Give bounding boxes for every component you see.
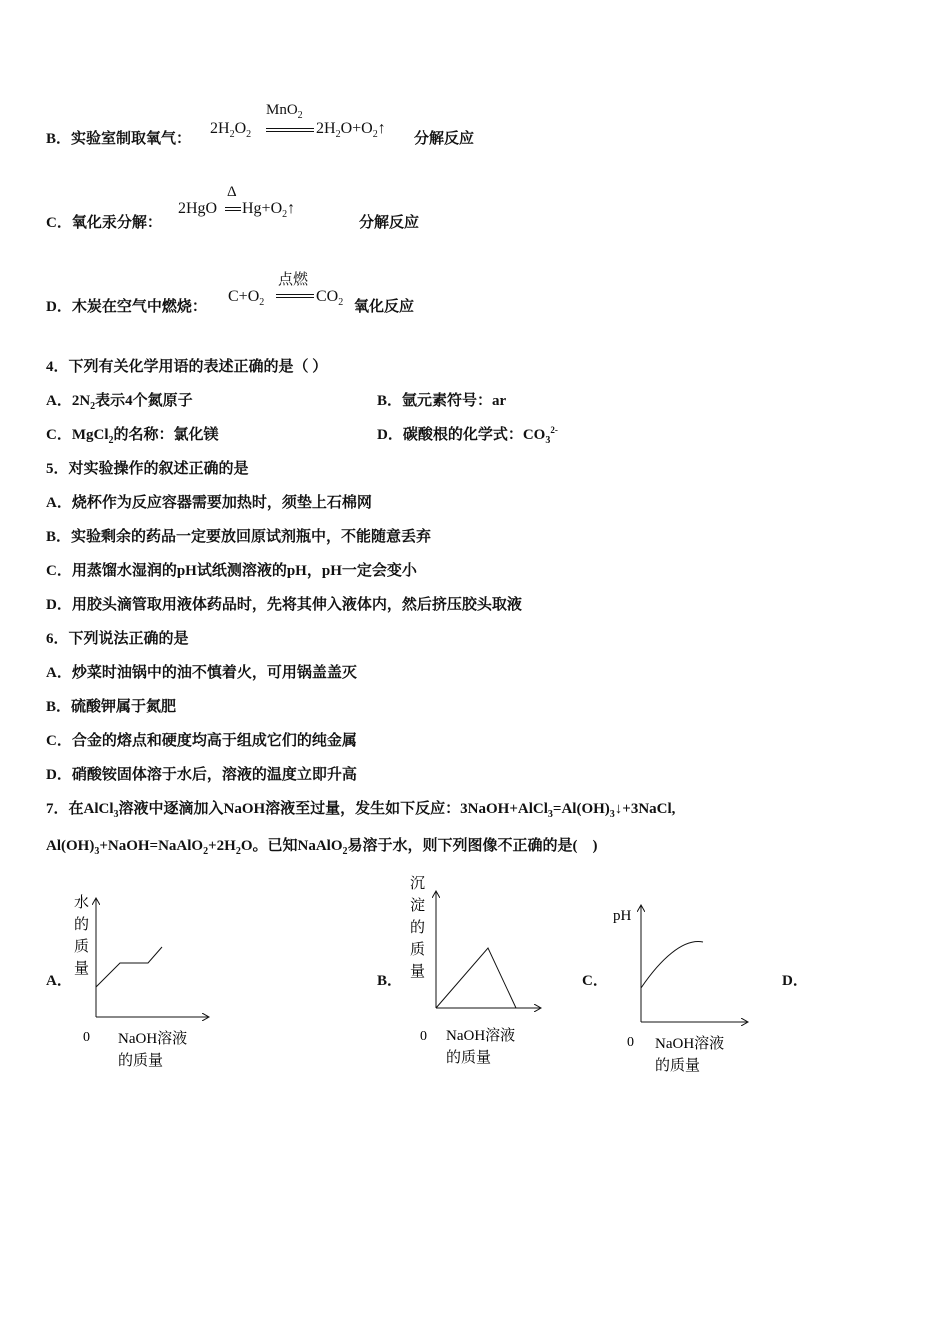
graph-c-xlabel-1: NaOH溶液 — [655, 1036, 725, 1052]
q3-b-reaction-type: 分解反应 — [414, 131, 475, 147]
q7-stem-line2: $Al(OH)_3+NaOH=NaAlO_2+2H_2O$。已知NaAlO$_2$易溶于水，则下列图像不正确的是( ) — [46, 838, 598, 857]
q7-stem-line1: 7．在AlCl$_3$溶液中逐滴加入NaOH溶液至过量，发生如下反应：$3NaOH+AlCl_3=Al(OH)_3↓+3NaCl$, — [46, 801, 676, 820]
q4-option-a: A．$2N_2$表示4个氮原子 — [46, 393, 193, 412]
graph-b-ylabel-5: 量 — [410, 964, 426, 980]
q3-c-equation-lhs: 2HgO — [178, 200, 218, 217]
q3-option-d — [46, 295, 207, 316]
graph-b-ylabel-4: 质 — [410, 942, 426, 958]
q3-c-equals-sign — [225, 207, 241, 211]
q5-option-a: A．烧杯作为反应容器需要加热时，须垫上石棉网 — [46, 495, 372, 511]
graph-a-ylabel-4: 量 — [74, 961, 90, 977]
graph-a-ylabel-2: 的 — [74, 917, 90, 933]
graph-b-origin: 0 — [420, 1029, 427, 1044]
graph-b-ylabel-3: 的 — [410, 920, 426, 936]
q3-option-c — [46, 211, 162, 232]
q3-d-condition: 点燃 — [278, 272, 309, 288]
q5-option-c: C．用蒸馏水湿润的pH试纸测溶液的pH，pH一定会变小 — [46, 563, 417, 579]
q4-option-b: B．氩元素符号：ar — [377, 393, 507, 409]
graph-a-curve — [96, 947, 162, 987]
q3-option-b-label: B．实验室制取氧气： — [46, 131, 192, 147]
graph-b-xlabel-1: NaOH溶液 — [446, 1028, 516, 1044]
q7-graph-d-option: D． — [782, 973, 808, 989]
q3-option-c-label: C．氧化汞分解： — [46, 215, 162, 231]
graph-a-ylabel-3: 质 — [74, 939, 90, 955]
q3-b-equation-lhs: $2H_2O_2$ — [210, 120, 252, 141]
q3-d-equation-lhs: $C+O_2$ — [228, 288, 265, 309]
graph-a-origin: 0 — [83, 1030, 90, 1045]
q7-graph-b-option: B． — [377, 973, 403, 989]
q7-graph-b — [400, 868, 550, 1078]
graph-a-xlabel-1: NaOH溶液 — [118, 1031, 188, 1047]
q3-b-equals-sign — [266, 128, 314, 132]
q3-b-equation-rhs: $2H_2O+O_2↑$ — [316, 120, 386, 141]
q3-option-b — [46, 127, 191, 148]
q4-option-c: C．MgCl$_2$的名称：氯化镁 — [46, 427, 219, 446]
q7-graph-a-option: A． — [46, 973, 72, 989]
q6-option-c: C．合金的熔点和硬度均高于组成它们的纯金属 — [46, 733, 357, 749]
q7-graph-c-option: C． — [582, 973, 608, 989]
q6-option-b: B．硫酸钾属于氮肥 — [46, 699, 177, 715]
graph-c-origin: 0 — [627, 1035, 634, 1050]
q3-c-condition: Δ — [227, 184, 237, 200]
graph-c-ylabel: pH — [613, 908, 632, 924]
graph-b-ylabel-2: 淀 — [410, 898, 426, 914]
q5-stem: 5．对实验操作的叙述正确的是 — [46, 461, 249, 477]
q3-d-equals-sign — [276, 294, 314, 298]
graph-a-ylabel-1: 水 — [74, 895, 90, 911]
graph-b-curve — [436, 948, 516, 1008]
q3-option-d-label: D．木炭在空气中燃烧： — [46, 299, 207, 315]
graph-c-curve — [641, 942, 703, 988]
q3-d-equation-rhs: $CO_2$ — [316, 288, 344, 309]
q4-option-d: D．碳酸根的化学式：$CO_3^{2-}$ — [377, 425, 558, 446]
q3-b-catalyst: MnO$_2$ — [266, 102, 303, 121]
q5-option-b: B．实验剩余的药品一定要放回原试剂瓶中，不能随意丢弃 — [46, 529, 432, 545]
q3-c-reaction-type: 分解反应 — [359, 215, 420, 231]
q7-graph-a — [60, 885, 220, 1080]
graph-a-xlabel-2: 的质量 — [118, 1053, 164, 1069]
q3-c-equation-rhs: $Hg+O_2↑$ — [242, 200, 296, 221]
q3-d-reaction-type: 氧化反应 — [354, 299, 415, 315]
q6-stem: 6．下列说法正确的是 — [46, 631, 189, 647]
q4-stem: 4．下列有关化学用语的表述正确的是（ ） — [46, 359, 328, 375]
graph-b-ylabel-1: 沉 — [410, 876, 426, 892]
q7-graph-c — [605, 898, 755, 1083]
graph-c-xlabel-2: 的质量 — [655, 1058, 701, 1074]
q6-option-a: A．炒菜时油锅中的油不慎着火，可用锅盖盖灭 — [46, 665, 357, 681]
q5-option-d: D．用胶头滴管取用液体药品时，先将其伸入液体内，然后挤压胶头取液 — [46, 597, 522, 613]
graph-b-xlabel-2: 的质量 — [446, 1050, 492, 1066]
q6-option-d: D．硝酸铵固体溶于水后，溶液的温度立即升高 — [46, 767, 357, 783]
